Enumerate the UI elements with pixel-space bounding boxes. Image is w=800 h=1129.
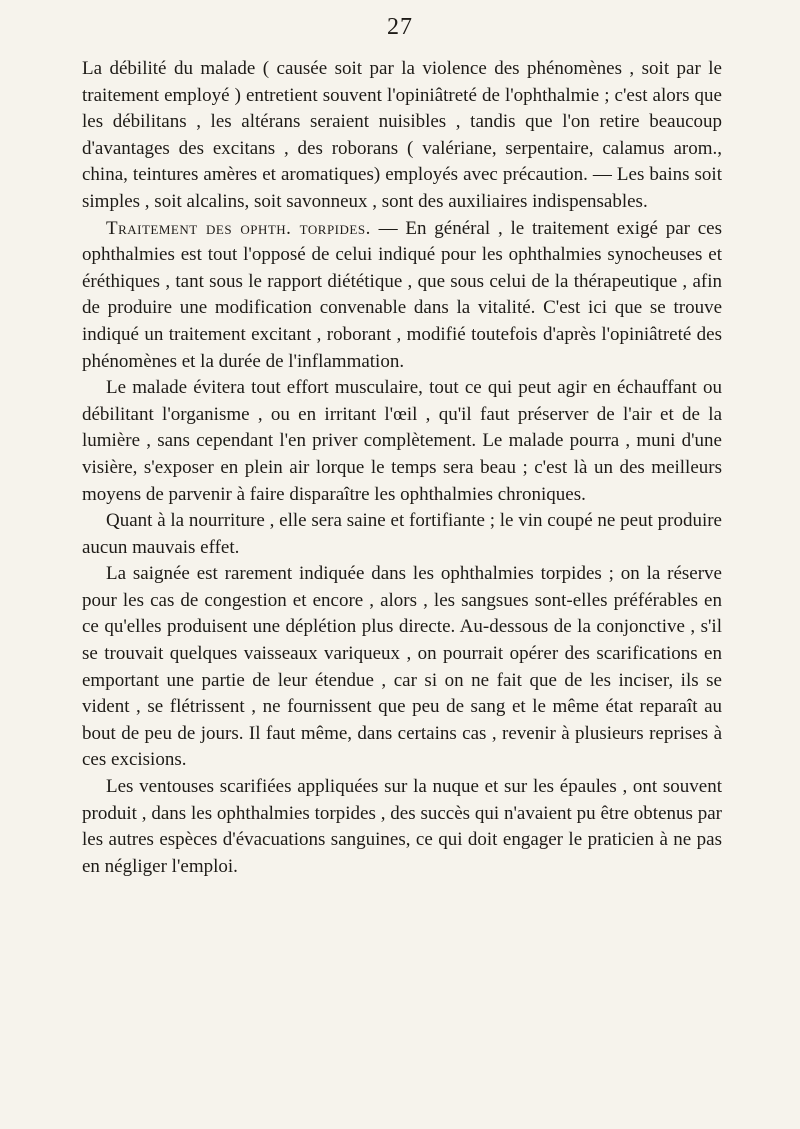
paragraph-1: La débilité du malade ( causée soit par la violence des phénomènes , soit par le traitement employé ) entretient souvent l'opiniâtreté de l'ophthalmie ; c'est alors que les débilitans , les altérans seraient nuisibles , tandis que l'on retire beaucoup d'avantages des excitans , des roborans ( valériane, serpentaire, calamus arom., china, teintures amères et aromatiques) employés avec précaution. — Les bains soit simples , soit alcalins, soit savonneux , sont des auxiliaires indispensables. [82,58,722,212]
paragraph-6: Les ventouses scarifiées appliquées sur la nuque et sur les épaules , ont souvent produit , dans les ophthalmies torpides , des succès qui n'avaient pu être obtenus par les autres espèces d'évacuations sanguines, ce qui doit engager le praticien à ne pas en négliger l'emploi. [82,776,722,877]
body-text [82,56,722,880]
paragraph-3: Le malade évitera tout effort musculaire, tout ce qui peut agir en échauffant ou débilitant l'organisme , ou en irritant l'œil , qu'il faut préserver de l'air et de la lumière , sans cependant l'en priver complètement. Le malade pourra , muni d'une visière, s'exposer en plein air lorque le temps sera beau ; c'est là un des meilleurs moyens de parvenir à faire disparaître les ophthalmies chroniques. [82,377,722,505]
paragraph-2 [82,216,722,376]
paragraph-2-text: — En général , le traitement exigé par ces ophthalmies est tout l'opposé de celui indiqué pour les ophthalmies synocheuses et éréthiques , tant sous le rapport diététique , que sous celui de la thérapeutique , afin de produire une modification convenable dans la vitalité. C'est ici que se trouve indiqué un traitement excitant , roborant , modifié toutefois d'après l'opiniâtreté des phénomènes et la durée de l'inflammation. [82,217,722,372]
page-number: 27 [387,14,413,40]
paragraph-5: La saignée est rarement indiquée dans les ophthalmies torpides ; on la réserve pour les cas de congestion et encore , alors , les sangsues sont-elles préférables en ce qu'elles produisent une déplétion plus directe. Au-dessous de la conjonctive , s'il se trouvait quelques vaisseaux variqueux , on pourrait opérer des scarifications en emportant une partie de leur étendue , car si on ne fait que de les inciser, ils se vident , se flétrissent , ne fournissent que peu de sang et le même état reparaît au bout de peu de jours. Il faut même, dans certains cas , revenir à plusieurs reprises à ces excisions. [82,563,722,771]
section-heading: Traitement des ophth. torpides. [106,217,371,239]
paragraph-4: Quant à la nourriture , elle sera saine et fortifiante ; le vin coupé ne peut produire aucun mauvais effet. [82,510,722,558]
